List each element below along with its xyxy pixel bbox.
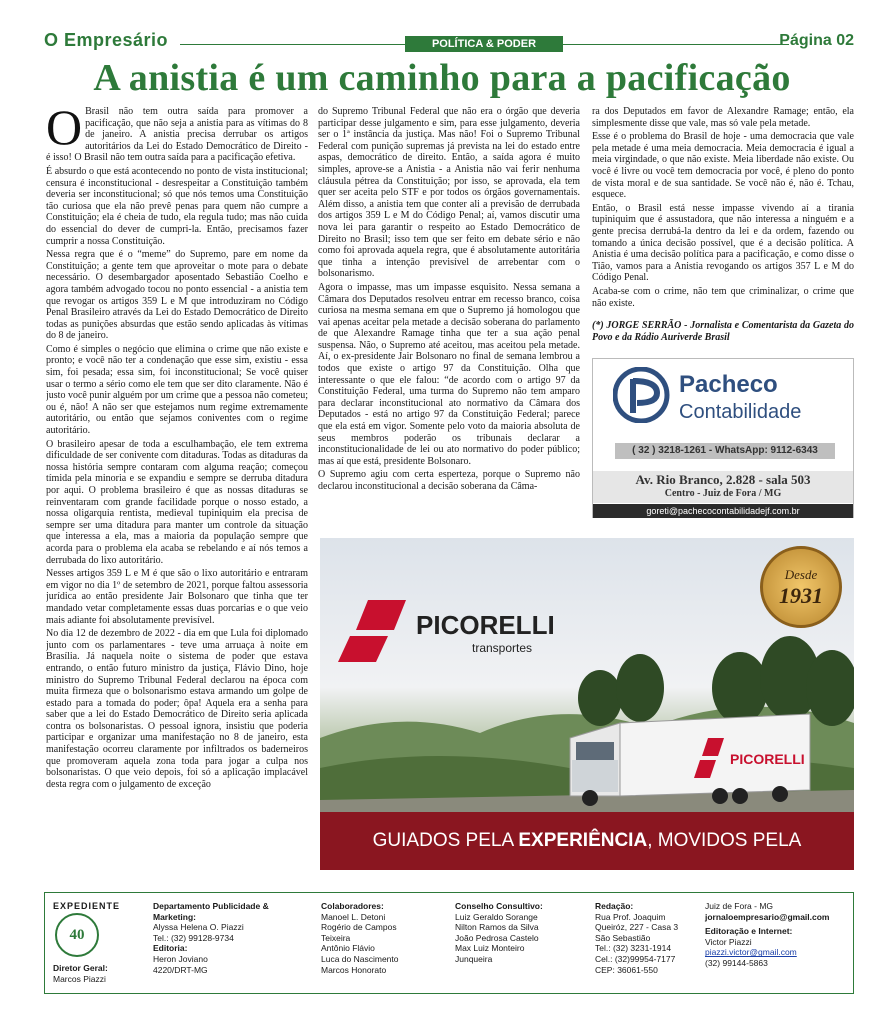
city-text: Juiz de Fora - MG <box>705 901 774 911</box>
pacheco-address-box <box>593 471 853 503</box>
pacheco-subtitle: Contabilidade <box>679 401 802 423</box>
picorelli-brand-sub: transportes <box>472 641 533 655</box>
collaborator: Luca do Nascimento <box>321 953 399 964</box>
article-paragraph: O brasileiro apesar de toda a esculhambação, ele tem extrema dificuldade de ser conivente com ditaduras. Todas as ditaduras da nossa história sempre contaram com alguma reação; começou tímida pela minoria e se expandiu e sempre se derruba ditadura por aqui. O problema brasileiro é que as nossas ditaduras se reinventaram com grande facilidade porque o nosso estado, a nossa oligarquia rentista, medieval tupiniquim ela precisa de sempre ser uma ditadura para manter um controle da situação que interessa a ela, mas a maioria da população sempre que acorda para o problema ela acaba se rebelando e aí nós temos a derrubada do lixo autoritário. <box>46 438 308 566</box>
newspaper-logo: O Empresário <box>44 30 169 50</box>
editoria-reg: 4220/DRT-MG <box>153 964 208 975</box>
picorelli-ad[interactable] <box>320 538 854 870</box>
pacheco-phone: ( 32 ) 3218-1261 - WhatsApp: 9112-6343 <box>615 443 835 459</box>
collaborator: Rogério de Campos <box>321 922 397 933</box>
newsroom-line: Cel.: (32)99954-7177 <box>595 953 676 964</box>
article-column-2 <box>318 106 580 526</box>
article-paragraph: do Supremo Tribunal Federal que não era o órgão que deveria participar desse julgamento e sim, para esse julgamento, deveria ser o 1ª instância da justiça. Mas não! Foi o Supremo Tribunal Federal com punição supremas já prevista na lei do estado entre aspas, democrático de direito. Então, a saída agora é muito simples, aprove-se a Anistia - a Anistia não vai ferir nenhuma cláusula pétrea da Constituição; por isso, se aprovada, ela tem quer ser aceita pelo STF e por todos os órgãos governamentais. Além disso, a anistia tem que conter ali a previsão de derrubada dos artigos 359 L e M do Código Penal; aí, vamos discutir uma nova lei para garantir o respeito ao Estado Democrático de Direito no Brasil; isso tem que ser feito em debate sério e não como foi aprovada aquela regra, que é absolutamente autoritária que tinha a intenção previsível de arrebentar com o bolsonarismo. <box>318 106 580 280</box>
contact-block <box>705 901 851 969</box>
seal-year-text: 1931 <box>779 583 823 608</box>
article-paragraph: ra dos Deputados em favor de Alexandre Ramage; então, ela simplesmente disse que vale, mas só vale pela metade. <box>592 106 854 129</box>
expediente-column <box>53 901 120 912</box>
article-headline: A anistia é um caminho para a pacificação <box>93 57 791 99</box>
page-number: Página 02 <box>779 32 854 49</box>
council-member: Junqueira <box>455 953 493 964</box>
article-paragraph: O Brasil não tem outra saída para promover a pacificação, que não seja a anistia para as vítimas do 8 de janeiro. A anistia precisa derrubar os artigos autoritários da Lei do Estado Democrático de Direito - é isso! O Brasil não tem outra saída para a pacificação efetiva. <box>46 106 308 164</box>
pacheco-address: Av. Rio Branco, 2.828 - sala 503 <box>635 472 811 487</box>
pacheco-email[interactable]: goreti@pachecocontabilidadejf.com.br <box>593 504 853 518</box>
newsroom-line: São Sebastião <box>595 932 651 943</box>
article-paragraph: O Supremo agiu com certa esperteza, porque o Supremo não declarou inconstitucional a decisão soberana da Câma- <box>318 469 580 492</box>
article-paragraph: Esse é o problema do Brasil de hoje - uma democracia que vale pela metade é uma meia democracia. Meia democracia é igual a meia virgindade, o que não existe. Meia liberdade não existe. Ou você é livre ou você tem democracia por você, é pleno do ponto de vista moral e de sua santidade. Se você não é, não é. Tchau, esquece. <box>592 131 854 201</box>
truck-icon <box>570 714 810 806</box>
collaborator: Antônio Flávio <box>321 943 375 954</box>
author-signature: (*) JORGE SERRÃO - Jornalista e Comentarista da Gazeta do Povo e da Rádio Auriverde Brasil <box>592 320 854 343</box>
council-title: Conselho Consultivo: <box>455 901 543 911</box>
expediente-box <box>44 892 854 994</box>
pacheco-logo-icon <box>613 367 673 423</box>
dept-phone: Tel.: (32) 99128-9734 <box>153 932 234 943</box>
editoria-name: Heron Joviano <box>153 953 208 964</box>
picorelli-logo-icon <box>338 600 406 662</box>
article-paragraph: Como é simples o negócio que elimina o crime que não existe e pronto; e você não ter a condenação que esse sim, existiu - essa sim, foi pesada; essa sim, foi inconstitucional; Se você quiser usar o termo a sério como ele tem que ser dito claramente. Não é justo você punir alguém por um crime que a pessoa não cometeu; ou é, não! A não ser que estejamos num regime extremamente autoritário, ou então que sejamos coniventes com o regime autoritário. <box>46 343 308 437</box>
truck-brand-text: PICORELLI <box>730 751 805 767</box>
article-paragraph: Agora o impasse, mas um impasse esquisito. Nessa semana a Câmara dos Deputados resolveu entrar em recesso branco, coisa curiosa na mesma semana em que o Supremo já homologou que vai apenas aceitar pela metade a decisão soberana do parlamento de que Alexandre Ramage tinha que ter a sua ação penal suspensa. Não, o Supremo até aceitou, mas aceitou pela metade. Aí, o ex-presidente Jair Bolsonaro no final de semana lembrou a todos que existe o artigo 97 da Constituição. Olha que interessante o que ele falou: “de acordo com o artigo 97 da Constituição Federal, uma turma do Supremo não tem amparo para declarar inconstitucional ato normativo da Câmara dos Deputados - está no artigo 97 da Constituição Federal; parece que ela está em vigor. Somente pelo voto da maioria absoluta de seus membros poderão os tribunais declarar a inconstitucionalidade de lei ou ato normativo do poder público; mas aí que está, presidente Bolsonaro. <box>318 281 580 467</box>
article-paragraph: Nessa regra que é o “meme” do Supremo, pare em nome da Constituição; a gente tem que aproveitar o mote para o debate necessário. O desembargador aposentado Sebastião Coelho e agora também advogado tocou no ponto essencial - a anistia tem que revogar os artigos 359 L e M que introduziram no Código Penal Brasileiro através da Lei do Estado Democrático de Direito todas as punições absurdas que estão sendo aplicadas às vítimas do 8 de janeiro. <box>46 249 308 342</box>
article-paragraph: Acaba-se com o crime, não tem que criminalizar, o crime que não existe. <box>592 285 854 309</box>
since-1931-seal <box>760 546 842 628</box>
article-paragraph: No dia 12 de dezembro de 2022 - dia em que Lula foi diplomado junto com os parlamentares - teve uma arruaça à noite em Brasília. Já naquela noite o sistema de poder que estava entrando, o então futuro ministro da justiça, Flávio Dino, hoje ministro do Supremo Tribunal Federal declarou na época com muita firmeza que o bolsonarismo estava armando um golpe de estado para a tomada do poder; ôpa! Aquela era a senha para saber que a lei do Estado Democrático de Direito seria aplicada contra os bolsonaristas. O pessoal ignora, insistiu que poderia participar e organizar uma manifestação no 8 de janeiro, esta manifestação ocorreu claramente por infiltrados os baderneiros que promoveram aquela zona toda para jogar a culpa nos bolsonaristas. O que veio depois, foi só a aplicação implacável desta regra com o julgamento de exceção <box>46 628 308 790</box>
expediente-title: EXPEDIENTE <box>53 901 121 911</box>
council-member: João Pedrosa Castelo <box>455 932 539 943</box>
pacheco-name: Pacheco <box>679 371 778 398</box>
article-column-1 <box>46 106 308 876</box>
director-name: Marcos Piazzi <box>53 973 106 984</box>
anniversary-badge: 40 <box>55 913 99 957</box>
pacheco-city: Centro - Juiz de Fora / MG <box>664 488 782 499</box>
director-block <box>53 963 108 984</box>
editing-name: Victor Piazzi <box>705 936 752 947</box>
picorelli-brand: PICORELLI <box>416 610 555 640</box>
editing-phone: (32) 99144-5863 <box>705 957 768 968</box>
section-label: POLÍTICA & PODER <box>405 36 563 52</box>
newsroom-block <box>595 901 705 975</box>
dept-title: Departamento Publicidade & Marketing: <box>153 901 269 922</box>
council-member: Max Luiz Monteiro <box>455 943 525 954</box>
newsroom-line: Queiróz, 227 - Casa 3 <box>595 922 679 933</box>
newsroom-line: CEP: 36061-550 <box>595 964 658 975</box>
newsroom-line: Rua Prof. Joaquim <box>595 911 666 922</box>
collaborator: Marcos Honorato <box>321 964 387 975</box>
collaborator: Teixeira <box>321 932 351 943</box>
newsroom-title: Redação: <box>595 901 634 911</box>
picorelli-tagline: GUIADOS PELA EXPERIÊNCIA, MOVIDOS PELA <box>320 812 854 870</box>
editing-email-link[interactable]: piazzi.victor@gmail.com <box>705 947 797 958</box>
collaborators-block <box>321 901 441 975</box>
council-member: Nilton Ramos da Silva <box>455 922 539 933</box>
drop-cap: O <box>46 106 83 155</box>
dept-name: Alyssa Helena O. Piazzi <box>153 922 244 933</box>
publicity-block <box>153 901 303 975</box>
page-header <box>0 0 884 56</box>
director-title: Diretor Geral: <box>53 963 108 973</box>
article-column-3 <box>592 106 854 316</box>
collaborator: Manoel L. Detoni <box>321 911 386 922</box>
article-paragraph: Então, o Brasil está nesse impasse vivendo aí a tirania tupiniquim que é assustadora, que não interessa a ninguém e a gente precisa derrubá-la dentro da lei e da ordem, fazendo ou tomando a única decisão possível, que é a decisão política. A Anistia é uma decisão política para a pacificação, e como disse o Tião, vamos para a Anistia revogando os artigos 357 L e M do Código Penal. <box>592 202 854 284</box>
council-block <box>455 901 585 965</box>
pacheco-ad[interactable] <box>592 358 854 518</box>
article-paragraph: É absurdo o que está acontecendo no ponto de vista institucional; censura é inconstitucional - desrespeitar a Constituição também deveria ser inconstitucional; só que nós temos uma Constituição tão curiosa que ela não prevê penas para quem não cumpre a Constituição; ela é cheia de tudo, ela regula tudo; mas não cuida do essencial do dever de cumpri-la. Então, precisamos fazer cumprir a nossa Constituição. <box>46 165 308 247</box>
colab-title: Colaboradores: <box>321 901 384 911</box>
editing-title: Editoração e Internet: <box>705 926 793 937</box>
council-member: Luiz Geraldo Sorange <box>455 911 538 922</box>
editoria-title: Editoria: <box>153 943 188 954</box>
main-email-link[interactable]: jornaloempresario@gmail.com <box>705 911 830 922</box>
newsroom-line: Tel.: (32) 3231-1914 <box>595 943 672 954</box>
article-paragraph: Nesses artigos 359 L e M é que são o lixo autoritário e entraram em vigor no dia 1º de setembro de 2021, porque faltou assessoria jurídica ao então presidente Jair Bolsonaro que tinha que ter mandado vetar completamente essas duas porcarias e o que veio mais adiante foi absolutamente previsível. <box>46 568 308 626</box>
seal-top-text: Desde <box>784 567 818 582</box>
